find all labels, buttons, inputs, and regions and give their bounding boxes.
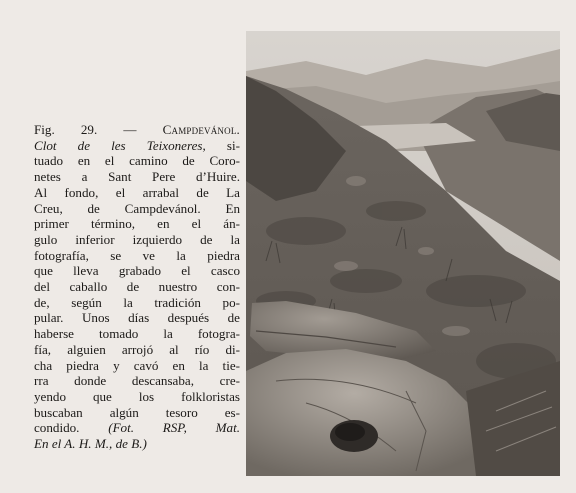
caption-text: cha piedra y cavó en la tie- bbox=[34, 357, 240, 373]
caption-line bbox=[34, 279, 240, 295]
caption-line bbox=[34, 436, 240, 452]
caption-line bbox=[34, 216, 240, 232]
caption-line bbox=[34, 295, 240, 311]
caption-line bbox=[34, 232, 240, 248]
caption-text: buscaban algún tesoro es- bbox=[34, 404, 240, 420]
caption-text: yendo que los folkloristas bbox=[34, 388, 240, 404]
caption-line bbox=[34, 358, 240, 374]
caption-text: tuado en el camino de Coro- bbox=[34, 153, 240, 169]
caption-line bbox=[34, 263, 240, 279]
caption-text: rra donde descansaba, cre- bbox=[34, 373, 240, 389]
caption-text: Al fondo, el arrabal de La bbox=[34, 184, 240, 200]
caption-text: fotografía, se ve la piedra bbox=[34, 247, 240, 263]
photo-illustration bbox=[246, 31, 560, 476]
caption-line bbox=[34, 373, 240, 389]
caption-italic-text: En el A. H. M., de B.) bbox=[34, 436, 147, 452]
caption-italic-text: Clot de les Teixoneres, bbox=[34, 137, 206, 153]
caption-line bbox=[34, 153, 240, 169]
caption-text: Creu, de Campdevánol. En bbox=[34, 200, 240, 216]
caption-text: que lleva grabado el casco bbox=[34, 263, 240, 279]
landscape-photograph bbox=[246, 31, 560, 476]
caption-text: pular. Unos días después de bbox=[34, 310, 240, 326]
caption-line bbox=[34, 420, 240, 436]
caption-text: haberse tomado la fotogra- bbox=[34, 326, 240, 342]
caption-line bbox=[34, 169, 240, 185]
caption-line bbox=[34, 342, 240, 358]
caption-line bbox=[34, 248, 240, 264]
caption-line bbox=[34, 185, 240, 201]
caption-line bbox=[34, 405, 240, 421]
figure-caption bbox=[34, 122, 240, 452]
caption-text: netes a Sant Pere d’Huire. bbox=[34, 169, 240, 185]
caption-text: si- bbox=[205, 137, 240, 153]
caption-text: del caballo de nuestro con- bbox=[34, 279, 240, 295]
caption-text: Fig. 29. — bbox=[34, 122, 163, 137]
caption-text: primer término, en el án- bbox=[34, 216, 240, 232]
caption-text: fía, alguien arrojó al río di- bbox=[34, 341, 240, 357]
caption-text: gulo inferior izquierdo de la bbox=[34, 231, 240, 247]
caption-text: de, según la tradición po- bbox=[34, 294, 240, 310]
caption-italic-text: (Fot. RSP, Mat. bbox=[108, 420, 240, 436]
caption-line bbox=[34, 122, 240, 138]
caption-line bbox=[34, 201, 240, 217]
caption-text: condido. bbox=[34, 420, 109, 436]
caption-line bbox=[34, 138, 240, 154]
caption-line bbox=[34, 389, 240, 405]
caption-line bbox=[34, 326, 240, 342]
caption-place-name: Campdevánol. bbox=[162, 122, 240, 137]
caption-line bbox=[34, 310, 240, 326]
